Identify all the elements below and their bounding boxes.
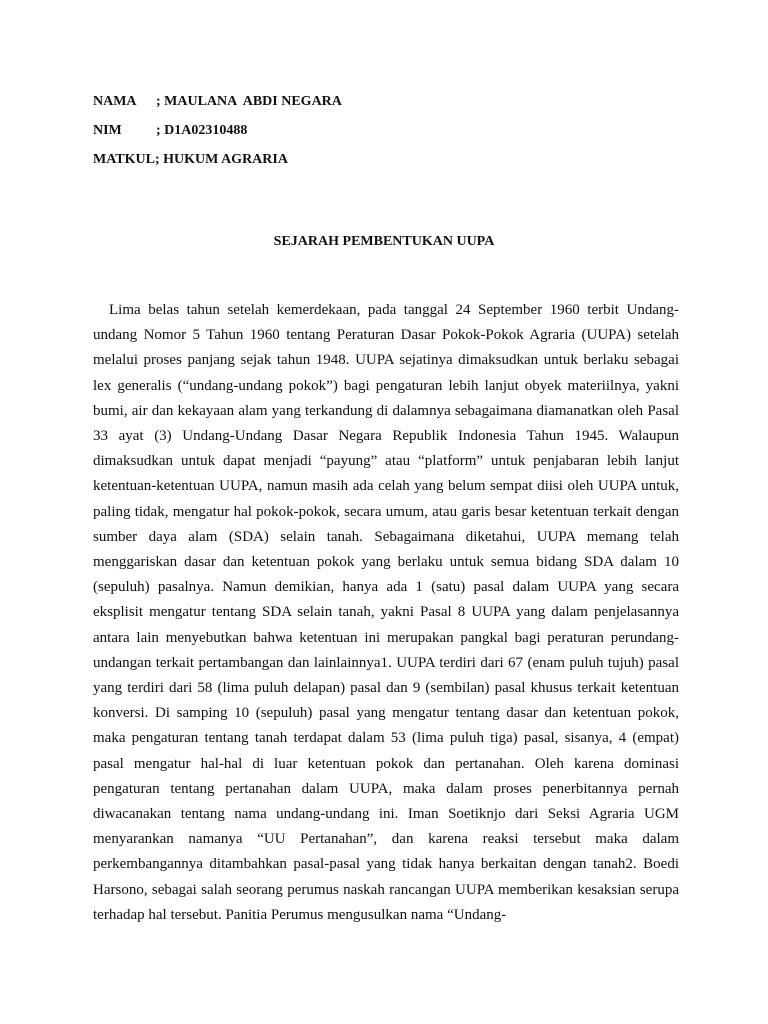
student-info-header <box>93 87 342 174</box>
matkul-row <box>93 145 342 174</box>
nim-label: NIM <box>93 123 122 138</box>
name-label: NAMA <box>93 94 137 109</box>
nim-value: ; D1A02310488 <box>156 123 248 138</box>
document-title: SEJARAH PEMBENTUKAN UUPA <box>273 234 495 249</box>
matkul-value: ; HUKUM AGRARIA <box>154 152 288 167</box>
name-value: ; MAULANA ABDI NEGARA <box>156 94 342 109</box>
matkul-label: MATKUL <box>93 152 155 167</box>
nim-row <box>93 116 342 145</box>
name-row <box>93 87 342 116</box>
body-paragraph: Lima belas tahun setelah kemerdekaan, pada tanggal 24 September 1960 terbit Undang-undang Nomor 5 Tahun 1960 tentang Peraturan Dasar Pokok-Pokok Agraria (UUPA) setelah melalui proses panjang sejak tahun 1948. UUPA sejatinya dimaksudkan untuk berlaku sebagai lex generalis (“undang-undang pokok”) bagi pengaturan lebih lanjut obyek materiilnya, yakni bumi, air dan kekayaan alam yang terkandung di dalamnya sebagaimana diamanatkan oleh Pasal 33 ayat (3) Undang-Undang Dasar Negara Republik Indonesia Tahun 1945. Walaupun dimaksudkan untuk dapat menjadi “payung” atau “platform” untuk penjabaran lebih lanjut ketentuan-ketentuan UUPA, namun masih ada celah yang belum sempat diisi oleh UUPA untuk, paling tidak, mengatur hal pokok-pokok, secara umum, atau garis besar ketentuan terkait dengan sumber daya alam (SDA) selain tanah. Sebagaimana diketahui, UUPA memang telah menggariskan dasar dan ketentuan pokok yang berlaku untuk semua bidang SDA dalam 10 (sepuluh) pasalnya. Namun demikian, hanya ada 1 (satu) pasal dalam UUPA yang secara eksplisit mengatur tentang SDA selain tanah, yakni Pasal 8 UUPA yang dalam penjelasannya antara lain menyebutkan bahwa ketentuan ini merupakan pangkal bagi peraturan perundang-undangan terkait pertambangan dan lainlainnya1. UUPA terdiri dari 67 (enam puluh tujuh) pasal yang terdiri dari 58 (lima puluh delapan) pasal dan 9 (sembilan) pasal khusus terkait ketentuan konversi. Di samping 10 (sepuluh) pasal yang mengatur tentang dasar dan ketentuan pokok, maka pengaturan tentang tanah terdapat dalam 53 (lima puluh tiga) pasal, sisanya, 4 (empat) pasal mengatur hal-hal di luar ketentuan pokok dan pertanahan. Oleh karena dominasi pengaturan tentang pertanahan dalam UUPA, maka dalam proses penerbitannya pernah diwacanakan tentang nama undang-undang ini. Iman Soetiknjo dari Seksi Agraria UGM menyarankan namanya “UU Pertanahan”, dan karena reaksi tersebut maka dalam perkembangannya ditambahkan pasal-pasal yang tidak hanya berkaitan dengan tanah2. Boedi Harsono, sebagai salah seorang perumus naskah rancangan UUPA memberikan kesaksian serupa terhadap hal tersebut. Panitia Perumus mengusulkan nama “Undang- <box>93 302 679 923</box>
